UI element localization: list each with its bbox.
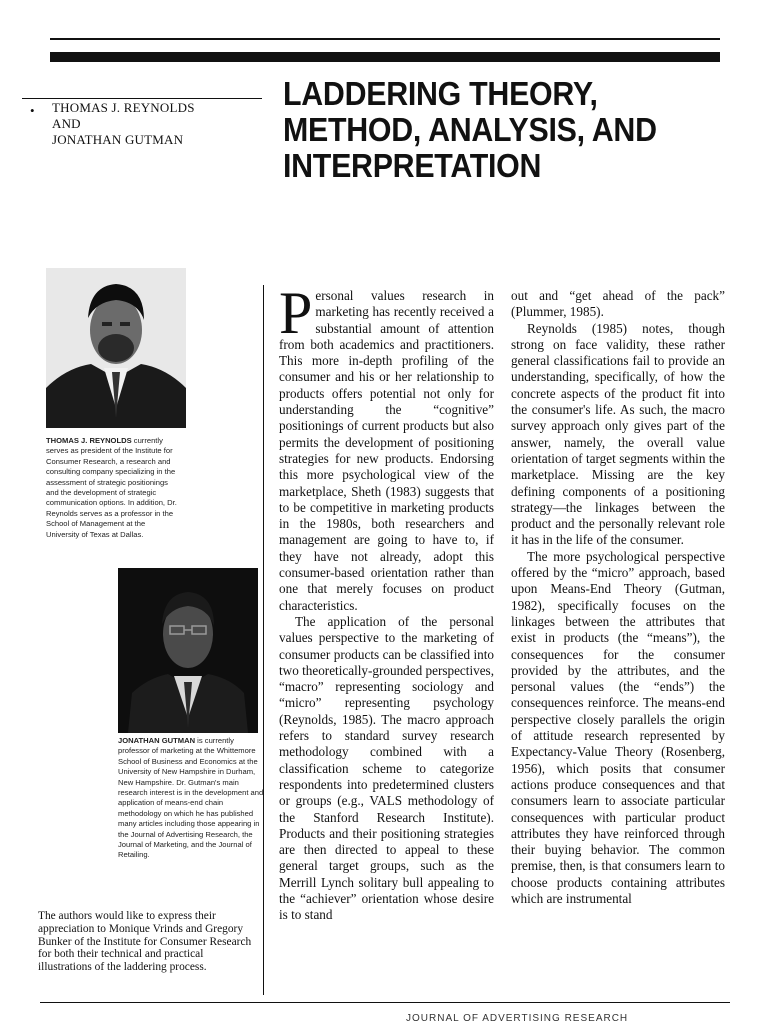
paragraph-1 (279, 280, 494, 614)
author-photo-reynolds (46, 268, 186, 428)
title-line-2: METHOD, ANALYSIS, AND (283, 111, 657, 148)
author-photo-gutman (118, 568, 258, 733)
title-line-1: LADDERING THEORY, (283, 75, 598, 112)
bio-gutman-name: JONATHAN GUTMAN (118, 736, 196, 745)
author-block (52, 100, 195, 148)
bio-reynolds-name: THOMAS J. REYNOLDS (46, 436, 132, 445)
paragraph-3: Reynolds (1985) notes, though strong on face validity, these rather general classifications fail to provide an understanding, specifically, of how the concrete aspects of the product fit into the consumer's life. As such, the macro survey approach only gives part of the answer, namely, the overall value orientation of target segments within the marketplace. Missing are the key defining components of a positioning strategy—the linkages between the product and the personally relevant role it has in the life of the consumer. (511, 320, 725, 548)
drop-cap: P (279, 280, 313, 346)
bio-reynolds (46, 436, 180, 540)
body-column-1 (279, 280, 494, 924)
column-divider (263, 285, 264, 995)
paragraph-2: The application of the personal values perspective to the marketing of consumer products can be classified into two theoretically-grounded perspectives, “macro” representing sociology and “micro” representing psychology (Reynolds, 1985). The macro approach refers to standard survey research methodology combined with a classification scheme to categorize respondents into predetermined clusters or groups (e.g., VALS methodology of the Stanford Research Institute). Products and their positioning strategies are then directed to appeal to these general target groups, such as the Merrill Lynch solitary bull appealing to the “achiever” orientation whose desire is to stand (279, 613, 494, 923)
acknowledgment: The authors would like to express their appreciation to Monique Vrinds and Gregory Bunker of the Institute for Consumer Research for both their technical and practical illustrations of the laddering process. (38, 910, 252, 974)
author-and: AND (52, 116, 81, 131)
top-thick-rule (50, 52, 720, 62)
paragraph-4: The more psychological perspective offered by the “micro” approach, based upon Means-End Theory (Gutman, 1982), specifically focuses on the linkages between the attributes that exist in products (the “means”), the consequences for the consumer provided by the attributes, and the personal values (the “ends”) the consequences reinforce. The means-end perspective closely parallels the origin of attitude research represented by Expectancy-Value Theory (Rosenberg, 1956), which posits that consumer actions produce consequences and that consumers learn to associate particular consequences with particular product attributes they have reinforced through their buying behavior. The common premise, then, is that consumers learn to choose products containing attributes which are instrumental (511, 548, 725, 906)
body-column-2 (511, 288, 725, 907)
top-thin-rule (50, 38, 720, 40)
paragraph-1-text: ersonal values research in marketing has recently received a substantial amount of attention from both academics and practitioners. This more in-depth profiling of the consumer and his or her relationship to products offers potential not only for understanding the “cognitive” positionings of current products but also permits the development of positioning strategies for new products. Endorsing this more psychological view of the marketplace, Sheth (1983) suggests that to be competitive in marketing products in the 1980s, both researchers and management are going to have to, if they have not already, adopt this consumer-based orientation rather than one that merely focuses on product characteristics. (279, 288, 494, 613)
author-2: JONATHAN GUTMAN (52, 132, 184, 147)
bio-gutman (118, 736, 264, 861)
paragraph-continued: out and “get ahead of the pack” (Plummer, 1985). (511, 288, 725, 320)
article-title (283, 76, 657, 184)
author-rule (22, 98, 262, 99)
title-line-3: INTERPRETATION (283, 147, 542, 184)
footer-running-title: JOURNAL OF ADVERTISING RESEARCH (406, 1013, 629, 1024)
footer-rule (40, 1002, 730, 1003)
bio-reynolds-text: currently serves as president of the Institute for Consumer Research, a research and consulting company specializing in the assessment of strategic positionings and the development of strategic communication options. In addition, Dr. Reynolds serves as a professor in the School of Management at the University of Texas at Dallas. (46, 436, 177, 539)
bio-gutman-text: is currently professor of marketing at the Whittemore School of Business and Economics at the University of New Hampshire in Durham, New Hampshire. Dr. Gutman's main research interest is in the development and application of means-end chain methodology on which he has published many articles including those appearing in the Journal of Advertising Research, the Journal of Marketing, and the Journal of Retailing. (118, 736, 264, 860)
author-bullet: • (30, 103, 35, 118)
author-1: THOMAS J. REYNOLDS (52, 100, 195, 115)
